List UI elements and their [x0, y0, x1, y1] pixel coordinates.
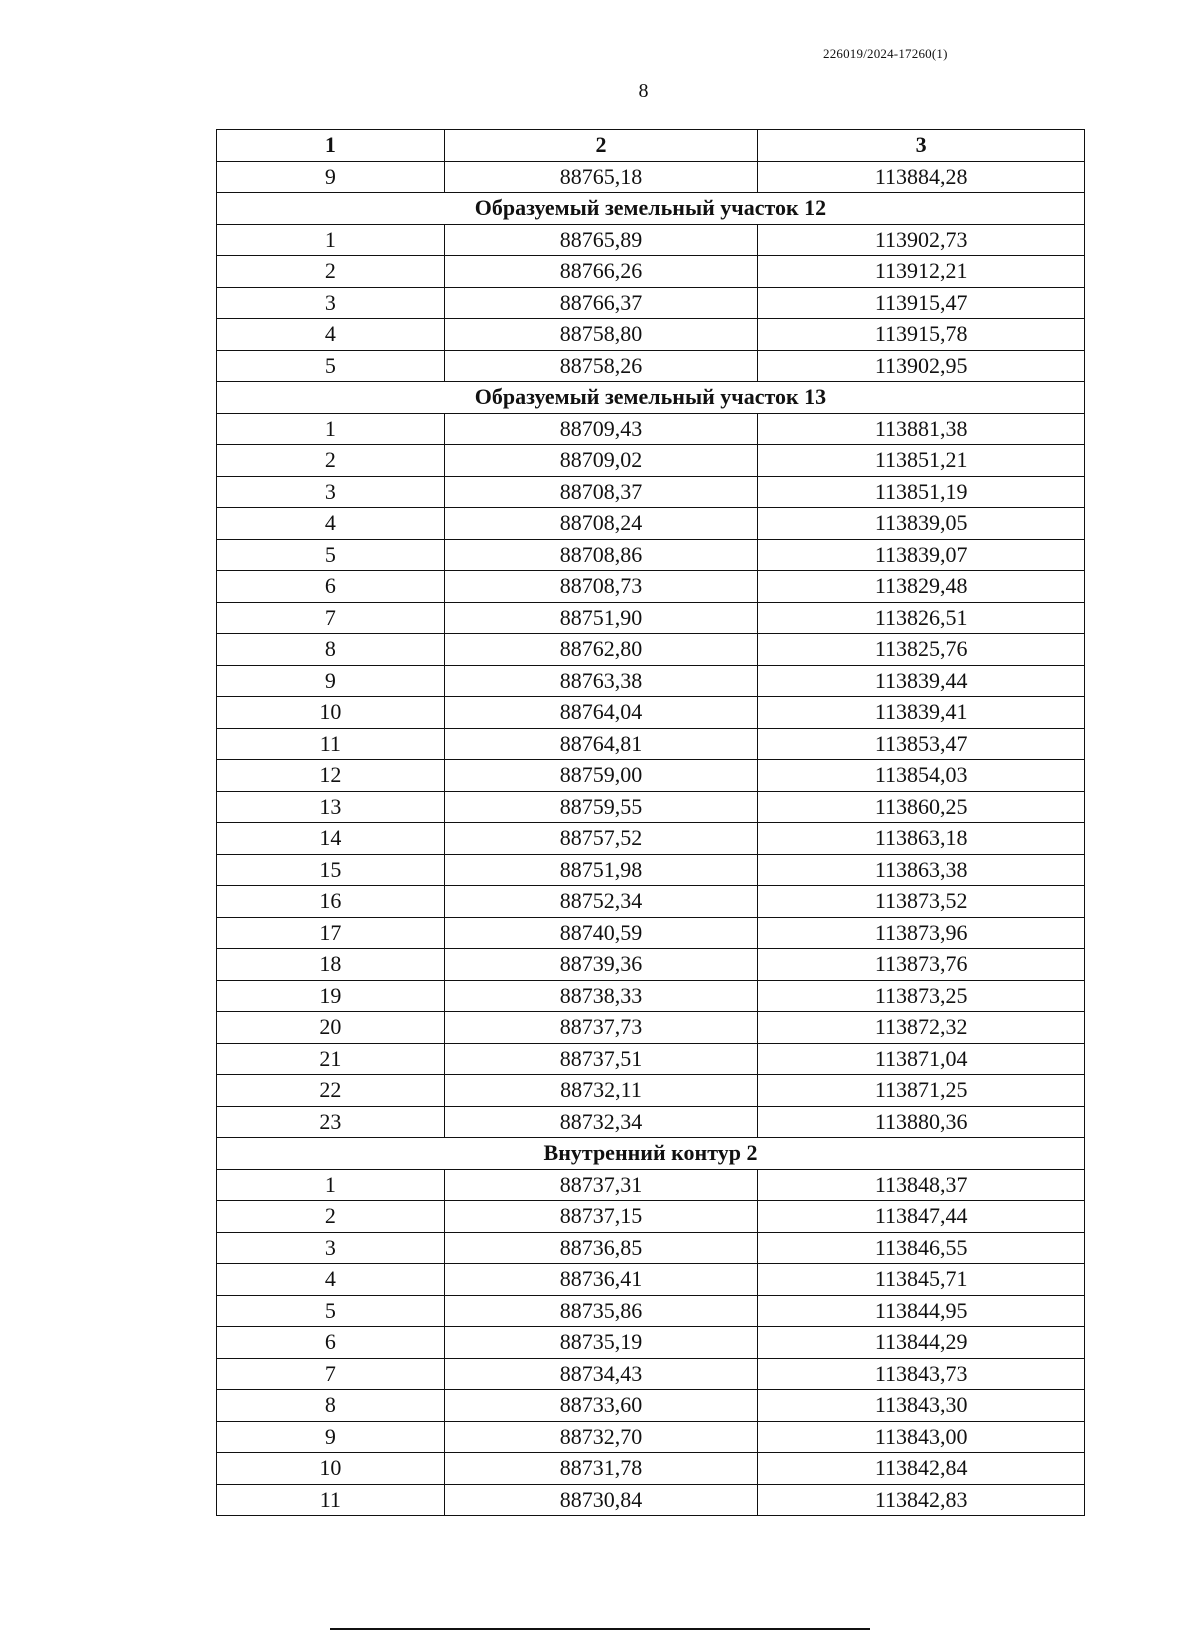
y-coordinate-cell: 113844,95: [758, 1295, 1085, 1327]
point-number-cell: 7: [217, 602, 445, 634]
point-number-cell: 10: [217, 697, 445, 729]
table-row: [217, 1075, 1085, 1107]
point-number-cell: 1: [217, 224, 445, 256]
y-coordinate-cell: 113843,73: [758, 1358, 1085, 1390]
x-coordinate-cell: 88732,70: [444, 1421, 758, 1453]
x-coordinate-cell: 88740,59: [444, 917, 758, 949]
x-coordinate-cell: 88765,89: [444, 224, 758, 256]
y-coordinate-cell: 113871,04: [758, 1043, 1085, 1075]
table-row: [217, 571, 1085, 603]
point-number-cell: 2: [217, 256, 445, 288]
x-coordinate-cell: 88736,41: [444, 1264, 758, 1296]
x-coordinate-cell: 88739,36: [444, 949, 758, 981]
table-row: [217, 1484, 1085, 1516]
point-number-cell: 22: [217, 1075, 445, 1107]
table-row: [217, 1453, 1085, 1485]
table-row: [217, 224, 1085, 256]
y-coordinate-cell: 113843,30: [758, 1390, 1085, 1422]
x-coordinate-cell: 88764,81: [444, 728, 758, 760]
x-coordinate-cell: 88765,18: [444, 161, 758, 193]
y-coordinate-cell: 113860,25: [758, 791, 1085, 823]
table-row: [217, 161, 1085, 193]
x-coordinate-cell: 88758,80: [444, 319, 758, 351]
x-coordinate-cell: 88763,38: [444, 665, 758, 697]
point-number-cell: 11: [217, 728, 445, 760]
x-coordinate-cell: 88733,60: [444, 1390, 758, 1422]
x-coordinate-cell: 88757,52: [444, 823, 758, 855]
table-row: [217, 445, 1085, 477]
point-number-cell: 6: [217, 1327, 445, 1359]
table-row: [217, 1390, 1085, 1422]
table-row: [217, 539, 1085, 571]
y-coordinate-cell: 113863,18: [758, 823, 1085, 855]
y-coordinate-cell: 113884,28: [758, 161, 1085, 193]
y-coordinate-cell: 113912,21: [758, 256, 1085, 288]
point-number-cell: 11: [217, 1484, 445, 1516]
point-number-cell: 17: [217, 917, 445, 949]
y-coordinate-cell: 113843,00: [758, 1421, 1085, 1453]
table-row: [217, 1232, 1085, 1264]
y-coordinate-cell: 113846,55: [758, 1232, 1085, 1264]
table-row: [217, 917, 1085, 949]
section-heading: Образуемый земельный участок 13: [217, 382, 1085, 414]
y-coordinate-cell: 113872,32: [758, 1012, 1085, 1044]
table-row: [217, 287, 1085, 319]
point-number-cell: 8: [217, 634, 445, 666]
y-coordinate-cell: 113839,41: [758, 697, 1085, 729]
point-number-cell: 2: [217, 1201, 445, 1233]
table-row: [217, 665, 1085, 697]
coordinates-table: [216, 129, 1085, 1516]
y-coordinate-cell: 113854,03: [758, 760, 1085, 792]
x-coordinate-cell: 88737,31: [444, 1169, 758, 1201]
x-coordinate-cell: 88751,90: [444, 602, 758, 634]
header-col-2: 2: [444, 130, 758, 162]
point-number-cell: 18: [217, 949, 445, 981]
point-number-cell: 4: [217, 1264, 445, 1296]
point-number-cell: 12: [217, 760, 445, 792]
table-row: [217, 760, 1085, 792]
x-coordinate-cell: 88737,51: [444, 1043, 758, 1075]
x-coordinate-cell: 88708,73: [444, 571, 758, 603]
y-coordinate-cell: 113902,95: [758, 350, 1085, 382]
table-row: [217, 980, 1085, 1012]
y-coordinate-cell: 113873,52: [758, 886, 1085, 918]
table-row: [217, 823, 1085, 855]
table-row: [217, 476, 1085, 508]
point-number-cell: 9: [217, 665, 445, 697]
y-coordinate-cell: 113902,73: [758, 224, 1085, 256]
x-coordinate-cell: 88736,85: [444, 1232, 758, 1264]
y-coordinate-cell: 113915,78: [758, 319, 1085, 351]
x-coordinate-cell: 88735,19: [444, 1327, 758, 1359]
y-coordinate-cell: 113839,44: [758, 665, 1085, 697]
x-coordinate-cell: 88766,37: [444, 287, 758, 319]
y-coordinate-cell: 113863,38: [758, 854, 1085, 886]
y-coordinate-cell: 113881,38: [758, 413, 1085, 445]
x-coordinate-cell: 88758,26: [444, 350, 758, 382]
table-row: [217, 1043, 1085, 1075]
page-number: 8: [638, 80, 649, 102]
point-number-cell: 3: [217, 476, 445, 508]
y-coordinate-cell: 113915,47: [758, 287, 1085, 319]
table-row: [217, 634, 1085, 666]
x-coordinate-cell: 88709,02: [444, 445, 758, 477]
x-coordinate-cell: 88732,11: [444, 1075, 758, 1107]
x-coordinate-cell: 88766,26: [444, 256, 758, 288]
bottom-rule: [330, 1628, 870, 1630]
x-coordinate-cell: 88732,34: [444, 1106, 758, 1138]
point-number-cell: 9: [217, 1421, 445, 1453]
y-coordinate-cell: 113873,96: [758, 917, 1085, 949]
y-coordinate-cell: 113844,29: [758, 1327, 1085, 1359]
y-coordinate-cell: 113848,37: [758, 1169, 1085, 1201]
y-coordinate-cell: 113851,21: [758, 445, 1085, 477]
x-coordinate-cell: 88737,15: [444, 1201, 758, 1233]
table-row: [217, 508, 1085, 540]
point-number-cell: 6: [217, 571, 445, 603]
x-coordinate-cell: 88708,86: [444, 539, 758, 571]
y-coordinate-cell: 113839,05: [758, 508, 1085, 540]
y-coordinate-cell: 113842,83: [758, 1484, 1085, 1516]
header-col-3: 3: [758, 130, 1085, 162]
y-coordinate-cell: 113829,48: [758, 571, 1085, 603]
point-number-cell: 5: [217, 350, 445, 382]
y-coordinate-cell: 113839,07: [758, 539, 1085, 571]
table-row: [217, 728, 1085, 760]
table-row: [217, 319, 1085, 351]
point-number-cell: 21: [217, 1043, 445, 1075]
y-coordinate-cell: 113873,76: [758, 949, 1085, 981]
x-coordinate-cell: 88737,73: [444, 1012, 758, 1044]
section-heading: Образуемый земельный участок 12: [217, 193, 1085, 225]
point-number-cell: 4: [217, 319, 445, 351]
y-coordinate-cell: 113842,84: [758, 1453, 1085, 1485]
point-number-cell: 5: [217, 539, 445, 571]
y-coordinate-cell: 113851,19: [758, 476, 1085, 508]
y-coordinate-cell: 113871,25: [758, 1075, 1085, 1107]
table-row: [217, 1012, 1085, 1044]
point-number-cell: 7: [217, 1358, 445, 1390]
point-number-cell: 8: [217, 1390, 445, 1422]
table-row: [217, 791, 1085, 823]
point-number-cell: 10: [217, 1453, 445, 1485]
table-row: [217, 1295, 1085, 1327]
x-coordinate-cell: 88734,43: [444, 1358, 758, 1390]
point-number-cell: 3: [217, 287, 445, 319]
table-row: [217, 1106, 1085, 1138]
point-number-cell: 20: [217, 1012, 445, 1044]
table-body: [217, 161, 1085, 1516]
point-number-cell: 13: [217, 791, 445, 823]
table-row: [217, 350, 1085, 382]
point-number-cell: 5: [217, 1295, 445, 1327]
table-row: [217, 413, 1085, 445]
y-coordinate-cell: 113853,47: [758, 728, 1085, 760]
x-coordinate-cell: 88708,37: [444, 476, 758, 508]
table-row: [217, 949, 1085, 981]
x-coordinate-cell: 88751,98: [444, 854, 758, 886]
x-coordinate-cell: 88762,80: [444, 634, 758, 666]
x-coordinate-cell: 88759,00: [444, 760, 758, 792]
y-coordinate-cell: 113873,25: [758, 980, 1085, 1012]
x-coordinate-cell: 88738,33: [444, 980, 758, 1012]
header-col-1: 1: [217, 130, 445, 162]
table-row: [217, 1421, 1085, 1453]
y-coordinate-cell: 113845,71: [758, 1264, 1085, 1296]
header-row: [217, 130, 1085, 162]
point-number-cell: 4: [217, 508, 445, 540]
point-number-cell: 9: [217, 161, 445, 193]
table-row: [217, 1264, 1085, 1296]
table-header: [217, 130, 1085, 162]
table-row: [217, 256, 1085, 288]
point-number-cell: 16: [217, 886, 445, 918]
x-coordinate-cell: 88730,84: [444, 1484, 758, 1516]
point-number-cell: 1: [217, 413, 445, 445]
table-row: [217, 1327, 1085, 1359]
document-registration-number: 226019/2024-17260(1): [823, 46, 948, 61]
y-coordinate-cell: 113825,76: [758, 634, 1085, 666]
x-coordinate-cell: 88735,86: [444, 1295, 758, 1327]
section-heading-row: [217, 382, 1085, 414]
x-coordinate-cell: 88759,55: [444, 791, 758, 823]
point-number-cell: 3: [217, 1232, 445, 1264]
point-number-cell: 1: [217, 1169, 445, 1201]
x-coordinate-cell: 88731,78: [444, 1453, 758, 1485]
x-coordinate-cell: 88709,43: [444, 413, 758, 445]
point-number-cell: 14: [217, 823, 445, 855]
x-coordinate-cell: 88708,24: [444, 508, 758, 540]
point-number-cell: 23: [217, 1106, 445, 1138]
point-number-cell: 19: [217, 980, 445, 1012]
section-heading: Внутренний контур 2: [217, 1138, 1085, 1170]
y-coordinate-cell: 113847,44: [758, 1201, 1085, 1233]
point-number-cell: 2: [217, 445, 445, 477]
point-number-cell: 15: [217, 854, 445, 886]
table-row: [217, 602, 1085, 634]
table-row: [217, 854, 1085, 886]
y-coordinate-cell: 113880,36: [758, 1106, 1085, 1138]
section-heading-row: [217, 193, 1085, 225]
y-coordinate-cell: 113826,51: [758, 602, 1085, 634]
table-row: [217, 1169, 1085, 1201]
section-heading-row: [217, 1138, 1085, 1170]
table-row: [217, 1201, 1085, 1233]
table-row: [217, 1358, 1085, 1390]
x-coordinate-cell: 88764,04: [444, 697, 758, 729]
x-coordinate-cell: 88752,34: [444, 886, 758, 918]
table-row: [217, 697, 1085, 729]
table-row: [217, 886, 1085, 918]
